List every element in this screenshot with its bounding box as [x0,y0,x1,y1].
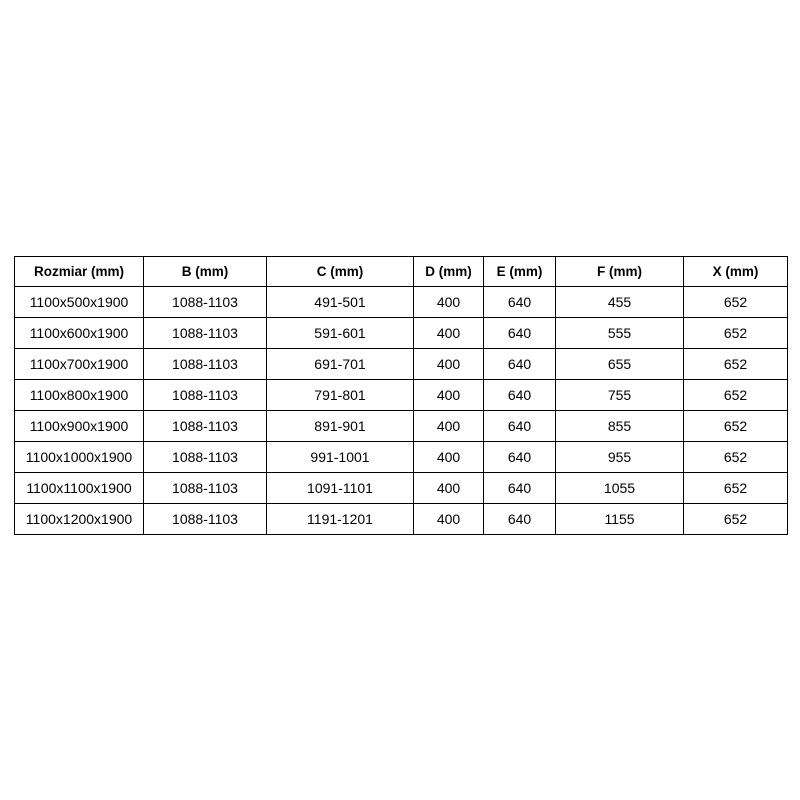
cell-rozmiar: 1100x500x1900 [15,287,144,318]
column-header-rozmiar: Rozmiar (mm) [15,257,144,287]
cell-e: 640 [484,318,556,349]
cell-b: 1088-1103 [144,504,267,535]
cell-f: 755 [556,380,684,411]
cell-b: 1088-1103 [144,473,267,504]
spec-table-container [14,256,787,535]
column-header-c: C (mm) [267,257,414,287]
cell-rozmiar: 1100x700x1900 [15,349,144,380]
cell-c: 891-901 [267,411,414,442]
cell-x: 652 [684,411,788,442]
cell-f: 455 [556,287,684,318]
cell-e: 640 [484,287,556,318]
cell-d: 400 [414,318,484,349]
table-row [15,411,788,442]
column-header-e: E (mm) [484,257,556,287]
cell-e: 640 [484,349,556,380]
table-row [15,473,788,504]
cell-c: 791-801 [267,380,414,411]
column-header-x: X (mm) [684,257,788,287]
column-header-b: B (mm) [144,257,267,287]
table-row [15,504,788,535]
column-header-f: F (mm) [556,257,684,287]
cell-x: 652 [684,504,788,535]
cell-e: 640 [484,380,556,411]
cell-c: 491-501 [267,287,414,318]
cell-x: 652 [684,380,788,411]
cell-rozmiar: 1100x1100x1900 [15,473,144,504]
cell-b: 1088-1103 [144,318,267,349]
cell-d: 400 [414,287,484,318]
cell-f: 555 [556,318,684,349]
cell-rozmiar: 1100x900x1900 [15,411,144,442]
table-row [15,287,788,318]
cell-e: 640 [484,473,556,504]
cell-f: 955 [556,442,684,473]
spec-table [14,256,788,535]
cell-d: 400 [414,349,484,380]
cell-c: 1091-1101 [267,473,414,504]
cell-b: 1088-1103 [144,349,267,380]
table-row [15,349,788,380]
header-row [15,257,788,287]
cell-rozmiar: 1100x1000x1900 [15,442,144,473]
cell-x: 652 [684,473,788,504]
cell-e: 640 [484,411,556,442]
cell-x: 652 [684,442,788,473]
cell-b: 1088-1103 [144,287,267,318]
cell-f: 855 [556,411,684,442]
table-row [15,442,788,473]
cell-c: 691-701 [267,349,414,380]
cell-c: 991-1001 [267,442,414,473]
cell-rozmiar: 1100x600x1900 [15,318,144,349]
table-row [15,318,788,349]
table-row [15,380,788,411]
cell-d: 400 [414,473,484,504]
cell-c: 591-601 [267,318,414,349]
cell-d: 400 [414,442,484,473]
cell-b: 1088-1103 [144,411,267,442]
cell-b: 1088-1103 [144,380,267,411]
cell-x: 652 [684,349,788,380]
cell-rozmiar: 1100x800x1900 [15,380,144,411]
cell-f: 655 [556,349,684,380]
cell-c: 1191-1201 [267,504,414,535]
cell-d: 400 [414,504,484,535]
cell-d: 400 [414,380,484,411]
cell-e: 640 [484,504,556,535]
cell-x: 652 [684,318,788,349]
cell-f: 1155 [556,504,684,535]
cell-x: 652 [684,287,788,318]
cell-d: 400 [414,411,484,442]
cell-e: 640 [484,442,556,473]
cell-rozmiar: 1100x1200x1900 [15,504,144,535]
column-header-d: D (mm) [414,257,484,287]
cell-f: 1055 [556,473,684,504]
cell-b: 1088-1103 [144,442,267,473]
